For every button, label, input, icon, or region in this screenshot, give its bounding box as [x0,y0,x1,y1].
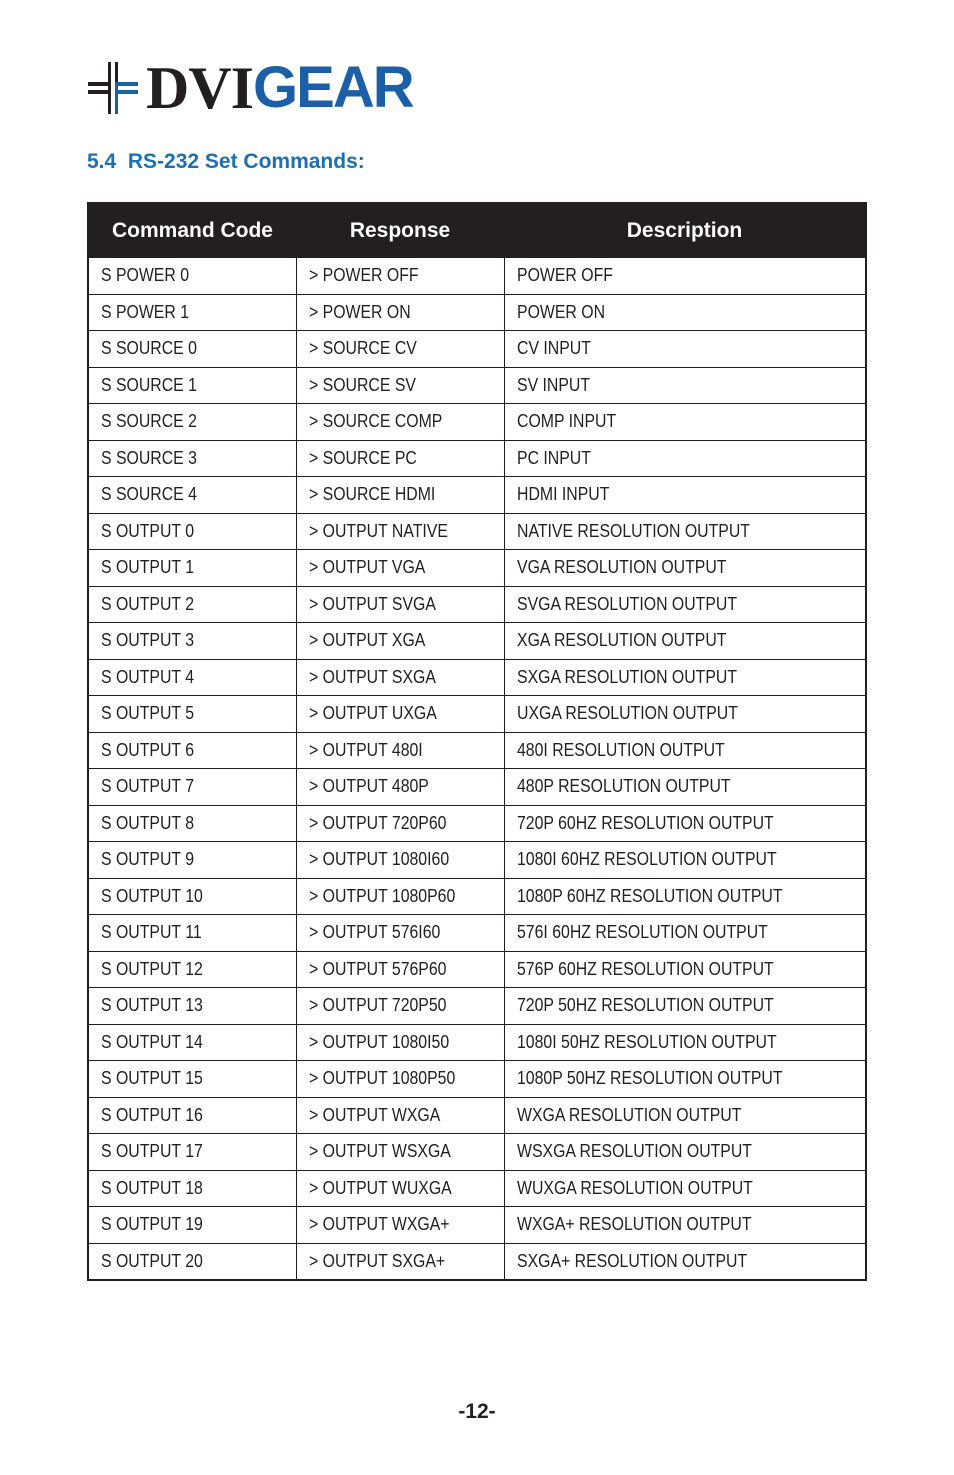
description-cell [504,732,865,769]
table-header-row [89,204,865,258]
table-row [89,1061,865,1098]
description-cell-text: 720P 50HZ RESOLUTION OUTPUT [516,995,774,1016]
response-cell-text: > OUTPUT WUXGA [308,1177,452,1198]
table-row [89,988,865,1025]
response-cell-text: > OUTPUT XGA [308,630,425,651]
response-cell [296,294,504,331]
response-cell [296,367,504,404]
description-cell [504,331,865,368]
description-cell [504,1134,865,1171]
table-row [89,404,865,441]
command-code-cell [89,404,296,441]
command-code-cell-text: S SOURCE 1 [101,374,197,395]
response-cell [296,623,504,660]
command-code-cell-text: S OUTPUT 12 [101,958,203,979]
command-code-cell-text: S SOURCE 4 [101,484,197,505]
command-code-cell-text: S OUTPUT 19 [101,1214,203,1235]
description-cell-text: 576I 60HZ RESOLUTION OUTPUT [516,922,768,943]
response-cell [296,1061,504,1098]
table-row [89,440,865,477]
command-code-cell-text: S OUTPUT 15 [101,1068,203,1089]
description-cell-text: 576P 60HZ RESOLUTION OUTPUT [516,958,774,979]
response-cell-text: > OUTPUT 576I60 [308,922,440,943]
command-code-cell-text: S OUTPUT 18 [101,1177,203,1198]
command-code-cell-text: S OUTPUT 11 [101,922,202,943]
command-code-cell [89,1170,296,1207]
command-code-cell-text: S SOURCE 2 [101,411,197,432]
brand-wordmark-dvi: DVI [146,55,254,121]
description-cell [504,805,865,842]
response-cell-text: > OUTPUT 576P60 [308,958,446,979]
response-cell [296,732,504,769]
response-cell [296,988,504,1025]
table-row [89,842,865,879]
command-code-cell [89,988,296,1025]
command-code-cell [89,769,296,806]
page-number: -12- [458,1400,496,1423]
command-code-cell [89,440,296,477]
description-cell [504,367,865,404]
description-cell-text: 1080I 50HZ RESOLUTION OUTPUT [516,1031,777,1052]
brand-wordmark-gear: GEAR [253,55,413,120]
command-code-cell [89,367,296,404]
response-cell-text: > SOURCE SV [308,374,416,395]
description-cell [504,878,865,915]
table-row [89,878,865,915]
command-code-cell [89,732,296,769]
column-header-command-code: Command Code [89,204,296,258]
command-code-cell [89,878,296,915]
table-row [89,1170,865,1207]
description-cell-text: COMP INPUT [516,411,616,432]
description-cell [504,659,865,696]
command-code-cell-text: S OUTPUT 2 [101,593,195,614]
description-cell [504,1061,865,1098]
command-code-cell [89,586,296,623]
table-row [89,769,865,806]
response-cell-text: > OUTPUT 1080I60 [308,849,449,870]
command-code-cell-text: S OUTPUT 0 [101,520,195,541]
description-cell [504,258,865,295]
command-code-cell [89,1024,296,1061]
response-cell-text: > OUTPUT 720P60 [308,812,446,833]
description-cell-text: VGA RESOLUTION OUTPUT [516,557,726,578]
description-cell-text: UXGA RESOLUTION OUTPUT [516,703,738,724]
command-code-cell-text: S SOURCE 0 [101,338,197,359]
command-code-cell-text: S OUTPUT 13 [101,995,203,1016]
table-row [89,477,865,514]
table-row [89,951,865,988]
response-cell [296,951,504,988]
command-code-cell [89,951,296,988]
response-cell [296,769,504,806]
table-body [89,258,865,1280]
response-cell-text: > OUTPUT 480P [308,776,429,797]
description-cell [504,769,865,806]
command-code-cell-text: S OUTPUT 7 [101,776,195,797]
description-cell [504,1097,865,1134]
command-code-cell-text: S SOURCE 3 [101,447,197,468]
description-cell [504,842,865,879]
table-row [89,1024,865,1061]
response-cell-text: > OUTPUT UXGA [308,703,437,724]
response-cell [296,1207,504,1244]
command-code-cell [89,477,296,514]
description-cell-text: SV INPUT [516,374,590,395]
response-cell [296,915,504,952]
description-cell [504,294,865,331]
response-cell-text: > OUTPUT 1080P50 [308,1068,455,1089]
command-code-cell-text: S OUTPUT 4 [101,666,195,687]
description-cell-text: PC INPUT [516,447,591,468]
response-cell-text: > OUTPUT 1080I50 [308,1031,449,1052]
response-cell-text: > OUTPUT 720P50 [308,995,446,1016]
description-cell-text: POWER ON [516,301,605,322]
command-code-cell [89,1061,296,1098]
description-cell [504,696,865,733]
description-cell-text: WSXGA RESOLUTION OUTPUT [516,1141,752,1162]
command-code-cell [89,331,296,368]
table-row [89,1243,865,1279]
command-code-cell [89,1097,296,1134]
table-row [89,732,865,769]
description-cell [504,951,865,988]
description-cell-text: XGA RESOLUTION OUTPUT [516,630,726,651]
table-row [89,550,865,587]
table-row [89,331,865,368]
description-cell-text: WXGA+ RESOLUTION OUTPUT [516,1214,752,1235]
response-cell [296,878,504,915]
description-cell-text: HDMI INPUT [516,484,609,505]
command-code-cell-text: S OUTPUT 8 [101,812,195,833]
column-header-response: Response [296,204,504,258]
response-cell-text: > OUTPUT SVGA [308,593,436,614]
description-cell-text: 1080P 50HZ RESOLUTION OUTPUT [516,1068,783,1089]
section-title: 5.4 RS-232 Set Commands: [87,150,365,173]
command-code-cell [89,294,296,331]
command-code-cell [89,1243,296,1279]
description-cell-text: 720P 60HZ RESOLUTION OUTPUT [516,812,774,833]
response-cell-text: > SOURCE PC [308,447,417,468]
table-row [89,294,865,331]
response-cell-text: > POWER OFF [308,265,419,286]
response-cell [296,550,504,587]
command-code-cell [89,696,296,733]
command-code-cell [89,915,296,952]
description-cell [504,440,865,477]
response-cell [296,805,504,842]
command-code-cell-text: S POWER 0 [101,265,190,286]
response-cell-text: > OUTPUT SXGA [308,666,436,687]
response-cell-text: > SOURCE COMP [308,411,442,432]
response-cell [296,1170,504,1207]
description-cell-text: 480P RESOLUTION OUTPUT [516,776,731,797]
column-header-description: Description [504,204,865,258]
description-cell [504,915,865,952]
response-cell-text: > POWER ON [308,301,411,322]
cross-mark-icon [86,60,140,116]
description-cell [504,404,865,441]
response-cell [296,586,504,623]
command-code-cell-text: S OUTPUT 9 [101,849,195,870]
command-code-cell [89,805,296,842]
table-row [89,258,865,295]
description-cell [504,1207,865,1244]
table-row [89,623,865,660]
description-cell-text: 480I RESOLUTION OUTPUT [516,739,725,760]
response-cell [296,1243,504,1279]
description-cell-text: POWER OFF [516,265,613,286]
description-cell-text: CV INPUT [516,338,591,359]
description-cell-text: 1080I 60HZ RESOLUTION OUTPUT [516,849,777,870]
response-cell-text: > OUTPUT NATIVE [308,520,448,541]
description-cell-text: SXGA RESOLUTION OUTPUT [516,666,737,687]
command-code-cell-text: S OUTPUT 10 [101,885,203,906]
table-row [89,1134,865,1171]
description-cell [504,623,865,660]
command-code-cell [89,842,296,879]
response-cell-text: > OUTPUT WXGA [308,1104,440,1125]
response-cell [296,477,504,514]
description-cell [504,1243,865,1279]
response-cell [296,1097,504,1134]
brand-wordmark [146,55,413,121]
table-row [89,696,865,733]
description-cell [504,550,865,587]
table-row [89,513,865,550]
response-cell [296,1134,504,1171]
description-cell [504,586,865,623]
response-cell [296,440,504,477]
table-row [89,1097,865,1134]
table-row [89,586,865,623]
description-cell-text: WUXGA RESOLUTION OUTPUT [516,1177,753,1198]
description-cell-text: WXGA RESOLUTION OUTPUT [516,1104,741,1125]
command-code-cell-text: S POWER 1 [101,301,190,322]
response-cell-text: > SOURCE HDMI [308,484,435,505]
response-cell-text: > OUTPUT WSXGA [308,1141,451,1162]
description-cell [504,1170,865,1207]
response-cell-text: > SOURCE CV [308,338,417,359]
table-row [89,1207,865,1244]
command-code-cell [89,258,296,295]
command-code-cell-text: S OUTPUT 1 [101,557,195,578]
command-code-cell [89,623,296,660]
commands-table [87,202,867,1281]
description-cell-text: SXGA+ RESOLUTION OUTPUT [516,1250,747,1271]
response-cell [296,659,504,696]
command-code-cell-text: S OUTPUT 16 [101,1104,203,1125]
description-cell [504,1024,865,1061]
command-code-cell-text: S OUTPUT 5 [101,703,195,724]
description-cell [504,988,865,1025]
description-cell [504,513,865,550]
command-code-cell-text: S OUTPUT 6 [101,739,195,760]
description-cell [504,477,865,514]
command-code-cell-text: S OUTPUT 20 [101,1250,203,1271]
command-code-cell-text: S OUTPUT 17 [101,1141,203,1162]
response-cell [296,1024,504,1061]
response-cell [296,404,504,441]
response-cell-text: > OUTPUT 1080P60 [308,885,455,906]
command-code-cell [89,513,296,550]
response-cell-text: > OUTPUT SXGA+ [308,1250,445,1271]
command-code-cell-text: S OUTPUT 3 [101,630,195,651]
response-cell [296,696,504,733]
response-cell-text: > OUTPUT WXGA+ [308,1214,450,1235]
command-code-cell [89,659,296,696]
description-cell-text: 1080P 60HZ RESOLUTION OUTPUT [516,885,783,906]
description-cell-text: SVGA RESOLUTION OUTPUT [516,593,737,614]
response-cell [296,258,504,295]
response-cell-text: > OUTPUT VGA [308,557,425,578]
command-code-cell [89,1207,296,1244]
brand-logo [86,55,413,121]
description-cell-text: NATIVE RESOLUTION OUTPUT [516,520,750,541]
command-code-cell [89,1134,296,1171]
table-row [89,367,865,404]
table-row [89,805,865,842]
response-cell [296,331,504,368]
table-row [89,659,865,696]
response-cell-text: > OUTPUT 480I [308,739,423,760]
table-row [89,915,865,952]
response-cell [296,513,504,550]
response-cell [296,842,504,879]
command-code-cell [89,550,296,587]
command-code-cell-text: S OUTPUT 14 [101,1031,203,1052]
